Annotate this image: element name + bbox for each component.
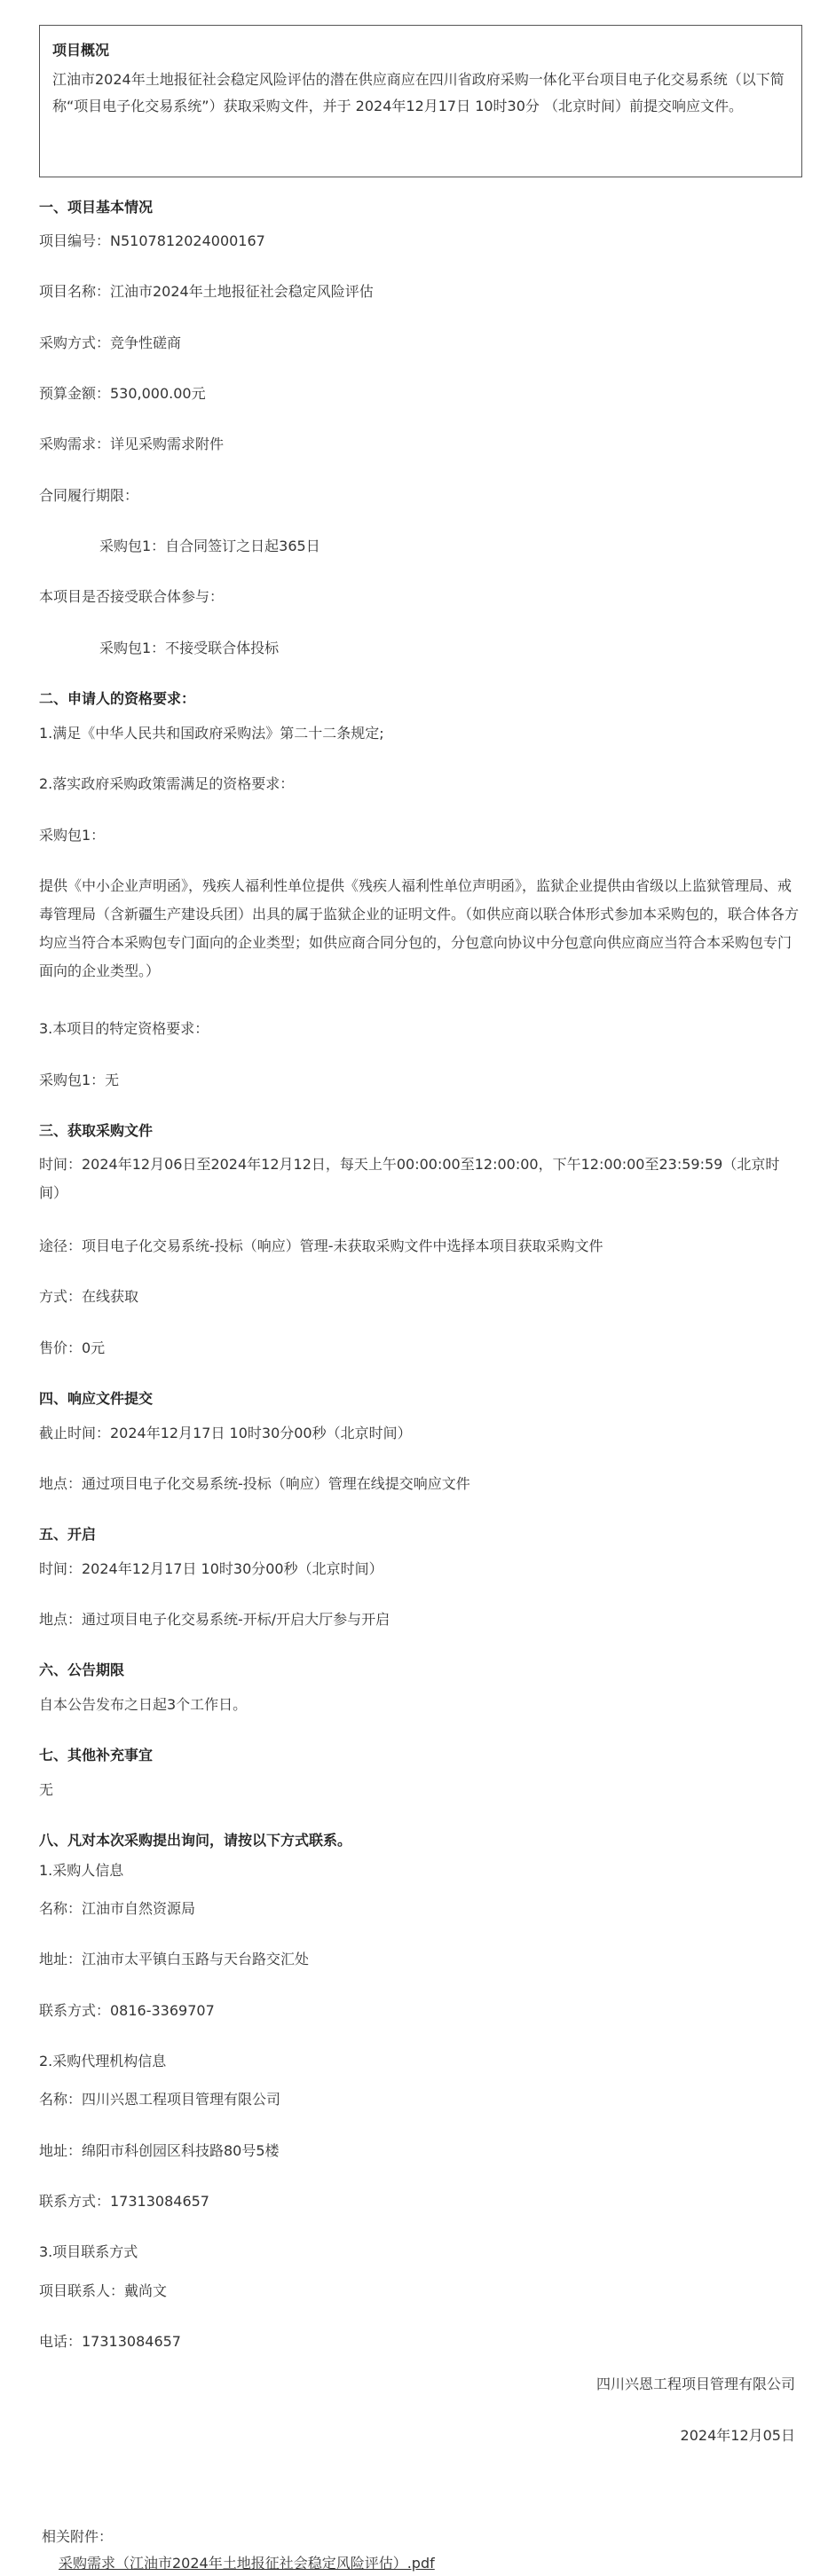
section-7-heading: 七、其他补充事宜 <box>39 1747 154 1763</box>
requirement-2: 2.落实政府采购政策需满足的资格要求： <box>39 775 295 792</box>
agent-contact: 联系方式：17313084657 <box>39 2193 209 2210</box>
overview-title: 项目概况 <box>52 42 110 59</box>
opening-time: 时间：2024年12月17日 10时30分00秒（北京时间） <box>39 1560 383 1577</box>
submission-place: 地点：通过项目电子化交易系统-投标（响应）管理在线提交响应文件 <box>39 1475 470 1492</box>
buyer-contact: 联系方式：0816-3369707 <box>39 2002 215 2019</box>
section-6-heading: 六、公告期限 <box>39 1661 125 1678</box>
requirement-1: 1.满足《中华人民共和国政府采购法》第二十二条规定; <box>39 725 384 742</box>
package-1-period: 采购包1：自合同签订之日起365日 <box>99 538 320 554</box>
buyer-address: 地址：江油市太平镇白玉路与天台路交汇处 <box>39 1951 310 1967</box>
acquisition-route: 途径：项目电子化交易系统-投标（响应）管理-未获取采购文件中选择本项目获取采购文件 <box>39 1237 603 1254</box>
section-4-heading: 四、响应文件提交 <box>39 1390 154 1407</box>
agent-address: 地址：绵阳市科创园区科技路80号5楼 <box>39 2142 280 2159</box>
announcement-period: 自本公告发布之日起3个工作日。 <box>39 1696 248 1713</box>
supplementary-matters: 无 <box>39 1781 54 1798</box>
section-8-heading: 八、凡对本次采购提出询问，请按以下方式联系。 <box>39 1832 352 1849</box>
section-3-heading: 三、获取采购文件 <box>39 1122 154 1139</box>
attachment-link[interactable]: 采购需求（江油市2024年土地报征社会稳定风险评估）.pdf <box>59 2555 435 2572</box>
signature-date: 2024年12月05日 <box>680 2427 795 2444</box>
buyer-info-title: 1.采购人信息 <box>39 1862 124 1879</box>
project-contact-phone: 电话：17313084657 <box>39 2333 181 2350</box>
buyer-name: 名称：江油市自然资源局 <box>39 1900 196 1917</box>
overview-body: 江油市2024年土地报征社会稳定风险评估的潜在供应商应在四川省政府采购一体化平台项目电子化交易系统（以下简称“项目电子化交易系统”）获取采购文件，并于 2024年12月17日 10时30分 （北京时间）前提交响应文件。 <box>52 71 785 114</box>
procurement-demand: 采购需求：详见采购需求附件 <box>39 436 225 452</box>
section-5-heading: 五、开启 <box>39 1526 97 1543</box>
attachments-label: 相关附件： <box>42 2528 114 2545</box>
submission-deadline: 截止时间：2024年12月17日 10时30分00秒（北京时间） <box>39 1425 412 1441</box>
policy-requirement-text: 提供《中小企业声明函》，残疾人福利性单位提供《残疾人福利性单位声明函》，监狱企业提供由省级以上监狱管理局、戒毒管理局（含新疆生产建设兵团）出具的属于监狱企业的证明文件。（如供应商以联合体形式参加本采购包的，联合体各方均应当符合本采购包专门面向的企业类型；如供应商合同分包的，分包意向协议中分包意向供应商应当符合本采购包专门面向的企业类型。） <box>39 877 800 979</box>
acquisition-time: 时间：2024年12月06日至2024年12月12日，每天上午00:00:00至12:00:00，下午12:00:00至23:59:59（北京时间） <box>39 1156 780 1201</box>
section-2-heading: 二、申请人的资格要求： <box>39 690 196 707</box>
section-1-heading: 一、项目基本情况 <box>39 199 154 216</box>
contract-period-label: 合同履行期限： <box>39 487 139 504</box>
package-1-label: 采购包1： <box>39 827 106 844</box>
procurement-method: 采购方式：竞争性磋商 <box>39 334 182 351</box>
project-number: 项目编号：N5107812024000167 <box>39 232 265 249</box>
package-1-specific: 采购包1：无 <box>39 1072 120 1088</box>
budget-amount: 预算金额：530,000.00元 <box>39 385 206 402</box>
agent-info-title: 2.采购代理机构信息 <box>39 2053 167 2069</box>
document-price: 售价：0元 <box>39 1339 106 1356</box>
signature-org: 四川兴恩工程项目管理有限公司 <box>595 2376 795 2392</box>
acquisition-way: 方式：在线获取 <box>39 1288 139 1305</box>
requirement-3: 3.本项目的特定资格要求： <box>39 1020 209 1037</box>
project-contact-person: 项目联系人：戴尚文 <box>39 2282 168 2299</box>
package-1-consortium: 采购包1：不接受联合体投标 <box>99 640 280 656</box>
project-name: 项目名称：江油市2024年土地报征社会稳定风险评估 <box>39 283 374 300</box>
agent-name: 名称：四川兴恩工程项目管理有限公司 <box>39 2091 281 2108</box>
consortium-label: 本项目是否接受联合体参与： <box>39 588 225 605</box>
opening-place: 地点：通过项目电子化交易系统-开标/开启大厅参与开启 <box>39 1611 390 1628</box>
project-overview-box <box>39 25 802 177</box>
project-contact-title: 3.项目联系方式 <box>39 2243 138 2260</box>
